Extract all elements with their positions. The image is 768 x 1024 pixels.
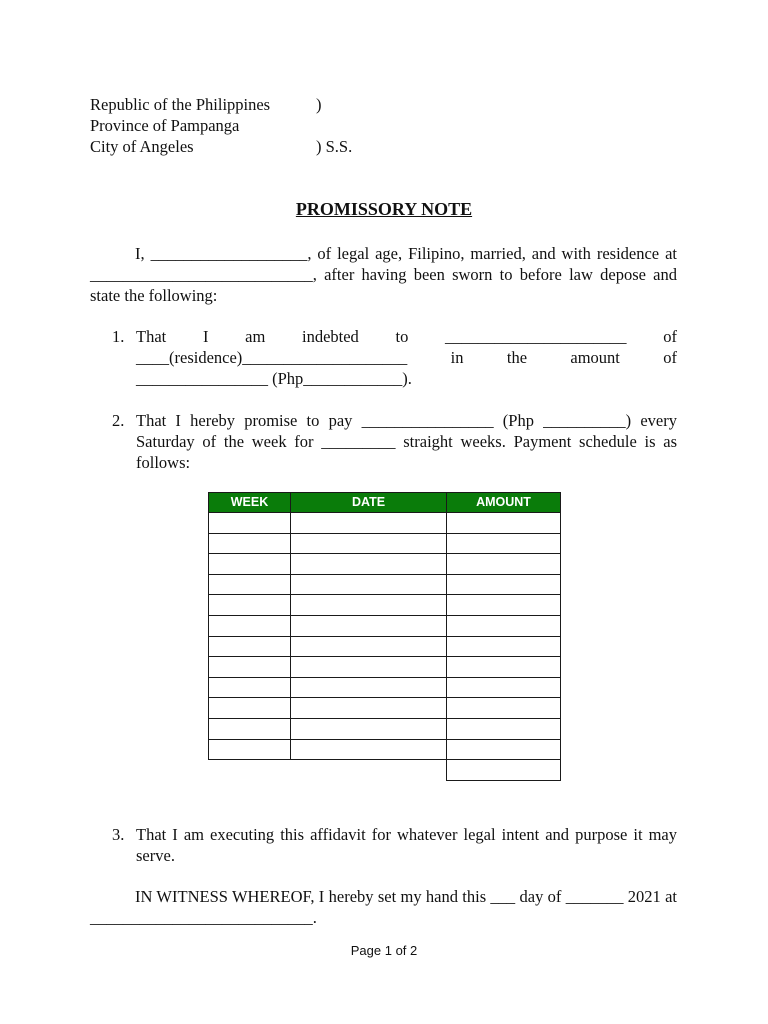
table-row (209, 533, 561, 554)
table-row (209, 595, 561, 616)
table-cell (447, 698, 561, 719)
caption-bracket: ) (316, 95, 322, 114)
word: indebted (301, 327, 359, 346)
header-amount: AMOUNT (447, 493, 561, 513)
item-line (136, 326, 677, 347)
table-row (209, 657, 561, 678)
table-row (209, 718, 561, 739)
word: in (450, 348, 464, 367)
table-cell (209, 574, 291, 595)
table-cell (209, 533, 291, 554)
table-cell (291, 718, 447, 739)
venue-caption (90, 94, 390, 157)
word: I (202, 327, 209, 346)
table-cell (209, 698, 291, 719)
table-cell (291, 677, 447, 698)
table-cell (291, 657, 447, 678)
table-cell (291, 513, 447, 534)
amount-line: ________________ (Php____________). (136, 369, 412, 388)
list-item (90, 824, 677, 866)
item-body: That I am executing this affidavit for whatever legal intent and purpose it may serve. (136, 825, 677, 865)
table-cell (447, 595, 561, 616)
table-cell (291, 636, 447, 657)
table-cell (447, 574, 561, 595)
page-number: Page 1 of 2 (350, 943, 418, 958)
table-cell (291, 554, 447, 575)
item-number: 3. (112, 825, 125, 844)
item-line (136, 347, 677, 368)
table-cell (447, 615, 561, 636)
caption-ss: ) S.S. (316, 137, 353, 156)
table-row (209, 698, 561, 719)
table-cell (291, 698, 447, 719)
table-cell (447, 718, 561, 739)
word: amount (570, 348, 620, 367)
table-cell (209, 718, 291, 739)
table-cell (209, 595, 291, 616)
word: am (245, 327, 266, 346)
table-row (209, 677, 561, 698)
caption-city: City of Angeles (90, 137, 194, 156)
word: the (506, 348, 528, 367)
caption-province: Province of Pampanga (90, 116, 240, 135)
blank-cell (209, 760, 291, 781)
total-row (209, 760, 561, 781)
caption-country: Republic of the Philippines (90, 95, 271, 114)
table-row (209, 739, 561, 760)
word: That (136, 327, 167, 346)
table-cell (291, 533, 447, 554)
residence-blank: ____(residence)____________________ (136, 348, 408, 367)
table-cell (447, 513, 561, 534)
list-item (90, 326, 677, 389)
table-cell (209, 657, 291, 678)
table-cell (291, 595, 447, 616)
caption-row (90, 136, 390, 157)
header-date: DATE (291, 493, 447, 513)
table-cell (209, 615, 291, 636)
list-item (90, 410, 677, 473)
table-cell (447, 677, 561, 698)
item-body: That I hereby promise to pay ________________ (Php __________) every Saturday of the week for _________ straight weeks. Payment schedule is as follows: (136, 411, 677, 472)
table-cell (447, 739, 561, 760)
table-cell (291, 574, 447, 595)
table-cell (447, 636, 561, 657)
word: to (395, 327, 409, 346)
table-cell (447, 657, 561, 678)
table-row (209, 554, 561, 575)
table-cell (291, 739, 447, 760)
payment-schedule-table (208, 492, 561, 781)
header-week: WEEK (209, 493, 291, 513)
table-cell (209, 513, 291, 534)
table-row (209, 615, 561, 636)
total-amount-cell (447, 760, 561, 781)
table-header-row (209, 493, 561, 513)
document-title: PROMISSORY NOTE (295, 199, 473, 219)
table-cell (209, 677, 291, 698)
item-number: 2. (112, 411, 125, 430)
table-cell (209, 739, 291, 760)
table-cell (209, 636, 291, 657)
intro-paragraph: I, ___________________, of legal age, Filipino, married, and with residence at ___________________________, after having been sworn to before law depose and state the following: (90, 244, 677, 305)
item-body (136, 326, 677, 389)
caption-row (90, 115, 390, 136)
table-cell (447, 554, 561, 575)
witness-paragraph: IN WITNESS WHEREOF, I hereby set my hand this ___ day of _______ 2021 at ___________________________. (90, 887, 677, 927)
table-row (209, 513, 561, 534)
word: of (663, 327, 677, 346)
word: of (663, 348, 677, 367)
table-cell (447, 533, 561, 554)
table-row (209, 574, 561, 595)
table-row (209, 636, 561, 657)
blank-cell (291, 760, 447, 781)
item-number: 1. (112, 327, 125, 346)
caption-row (90, 94, 390, 115)
table-cell (209, 554, 291, 575)
table-cell (291, 615, 447, 636)
creditor-blank: ______________________ (445, 327, 627, 346)
